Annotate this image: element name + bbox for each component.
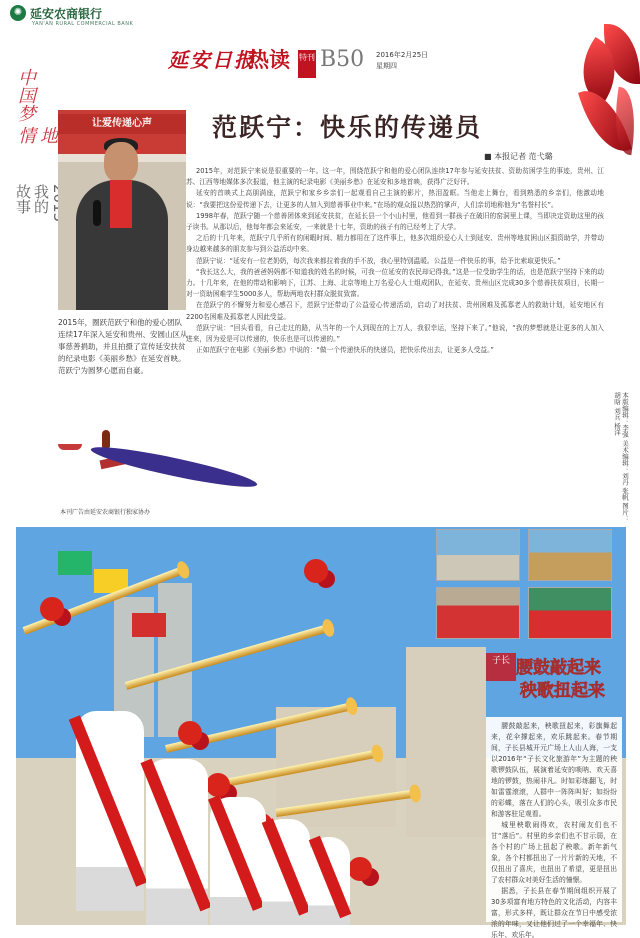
thumbnail-photo <box>436 529 520 581</box>
special-tag: 特刊 <box>298 50 316 78</box>
article-paragraph: 2015年，对范跃宁来说是很重要的一年。这一年，围绕范跃宁和他的爱心团队连续17年参与延安扶贫、资助贫困学生的事迹，贵州、江苏、江西等地媒体多次报道，他主演的纪录电影《美丽乡愁》在延安和多地首映，获得广泛好评。 <box>186 167 604 187</box>
article-paragraph: 1998年春，范跃宁随一个慈善团体来到延安扶贫，在延长县一个小山村里，他看到一群孩子在破旧的窑洞里上课，当即决定资助这里的孩子读书。从那以后，他每年都会来延安，一来就是十七年，资助的孩子有的已经考上了大学。 <box>186 211 604 232</box>
ribbon-shape <box>89 441 259 494</box>
photo-story-title-block <box>486 653 628 719</box>
article-body <box>186 166 604 356</box>
photo-story-paragraph: 腰鼓敲起来，秧歌扭起来，彩旗舞起来，花伞撑起来，欢乐跳起来。春节期间，子长县城开元广场上人山人海，一支以2016年“子长文化旅游年”为主题的秧歌锣鼓队伍，展演着延安的唢呐、欢天喜地的锣鼓，热闹非凡。时如彩练翻飞，时如雷霆滚滚，人群中一阵阵叫好；如纷纷的彩蝶，落在人们的心头，吸引众多市民和游客驻足观看。 <box>491 722 617 818</box>
newspaper-masthead: 延安日报 <box>168 48 256 72</box>
bank-english-name: YAN'AN RURAL COMMERCIAL BANK <box>32 21 134 27</box>
ribbon-decoration <box>44 430 264 510</box>
article-paragraph: 正如范跃宁在电影《美丽乡愁》中说的：“做一个传递快乐的快递员，把快乐传出去，让更多人受益。” <box>196 346 494 355</box>
issue-date <box>376 50 428 72</box>
left-vertical-line-3: 我的故事 <box>14 184 50 214</box>
page-number: B50 <box>320 47 365 72</box>
issue-date-line-2: 星期四 <box>376 62 397 70</box>
section-name: 热读 <box>248 48 290 72</box>
issue-date-line-1: 2016年2月25日 <box>376 51 429 59</box>
photo-story-paragraph: 城里秧歌闹得欢，农村闹友们也不甘“落后”。村里的乡亲们也不甘示弱，在各个村的广场上扭起了秧歌。新年新气象，各个村都扭出了一片片新的天地，不仅扭出了喜庆，也扭出了希望，更是扭出了农村群众对美好生活的憧憬。 <box>491 821 617 884</box>
photo-story-paragraph: 据悉，子长县在春节期间组织开展了30多项富有地方特色的文化活动，内容丰富，形式多样，既让群众在节日中感受浓浓的年味，又让他们过了一个幸福年、快乐年、欢乐年。 <box>491 887 617 938</box>
thumbnail-photo <box>436 587 520 639</box>
article-paragraph: 在范跃宁的不懈努力和爱心感召下，范跃宁还带动了公益爱心传递活动，启动了对扶贫、贵州困难及孤寡老人的救助计划，延安地区有2200名困难及孤寡老人因此受益。 <box>186 301 604 321</box>
photo-thumbnails <box>436 529 612 639</box>
person-head <box>104 142 138 182</box>
article-paragraph: 延安的首映式上高朋满座，范跃宁和家乡乡亲们一起观看自己主演的影片，热泪盈眶。当他走上舞台，看到熟悉的乡亲们，他激动地说：“我要把这份爱传递下去，让更多的人加入到慈善事业中来。”在场的观众报以热烈的掌声，人们亲切地称他为“名誉村长”。 <box>186 189 604 209</box>
left-vertical-line-2: 地情 <box>15 126 58 144</box>
left-vertical-line-1: 中国梦 <box>15 68 36 122</box>
bank-logo-block <box>10 4 102 22</box>
thumbnail-photo <box>528 587 612 639</box>
location-tag: 子长 <box>486 653 516 681</box>
article-paragraph: 范跃宁说：“回头看看，自己走过的路，从当年的一个人到现在的上万人，我很幸运，坚持下来了。”他说，“我的梦想就是让更多的人加入进来，因为爱是可以传递的，快乐也是可以传递的。” <box>186 323 604 344</box>
profile-photo-caption: 2015年，圈跃范跃宁和他的爱心团队连续17年深入延安和贵州、安圆山区从事慈善捐助，并且拍摄了宣传延安扶贫的纪录电影《美丽乡愁》在延安首映。范跃宁为圆梦心愿而自豪。 <box>58 318 188 375</box>
flower-decoration <box>560 24 640 174</box>
photo-banner: 让爱传递心声 <box>58 114 186 134</box>
editor-credit-vertical: 本版编辑：李强 美术编辑：刘丹 张帆 图片：胡晗 刘兵 杨洋 <box>613 392 629 522</box>
boat-icon <box>58 444 82 450</box>
photo-story-headline-1: 腰鼓敲起来 <box>516 658 601 678</box>
article-paragraph: 范跃宁说：“延安有一位老奶奶，每次我来都拉着我的手不放，我心里特别温暖。公益是一件快乐的事，给予比索取更快乐。” <box>196 256 561 265</box>
photo-story-text <box>486 717 622 938</box>
ad-note: 本刊广告由延安农商银行独家协办 <box>60 509 151 516</box>
article-byline: ■ 本报记者 范弋璐 <box>484 152 553 161</box>
red-scarf <box>110 180 132 228</box>
profile-photo <box>58 110 186 310</box>
article-title: 范跃宁：快乐的传递员 <box>212 113 483 142</box>
microphone-icon <box>93 200 101 226</box>
article-paragraph: 之后的十几年来，范跃宁几乎所有的闲暇时间、精力都用在了这件事上，他多次组织爱心人士到延安、贵州等地贫困山区捐资助学，并带动身边越来越多的朋友参与到公益活动中来。 <box>186 234 604 254</box>
left-vertical-title <box>14 68 62 214</box>
photo-story-headline-2: 秧歌扭起来 <box>520 681 605 701</box>
bank-logo-icon: ✺ <box>10 5 26 21</box>
article-paragraph: “我长这么大，我的爸爸妈妈都不知道我的姓名的时候，可我一位延安的农民却记得我。”这是一位受助学生的话，也是范跃宁坚持下来的动力。十几年来，在他的带动和影响下，江苏、上海、北京等地上万名爱心人士组成团队，在延安、贵州山区完成30多个慈善扶贫项目，长期一对一资助困难学生5000多人，帮助两地农村群众脱贫致富。 <box>186 267 604 299</box>
thumbnail-photo <box>528 529 612 581</box>
figure-icon <box>102 430 110 448</box>
bank-name: 延安农商银行 <box>30 6 103 21</box>
